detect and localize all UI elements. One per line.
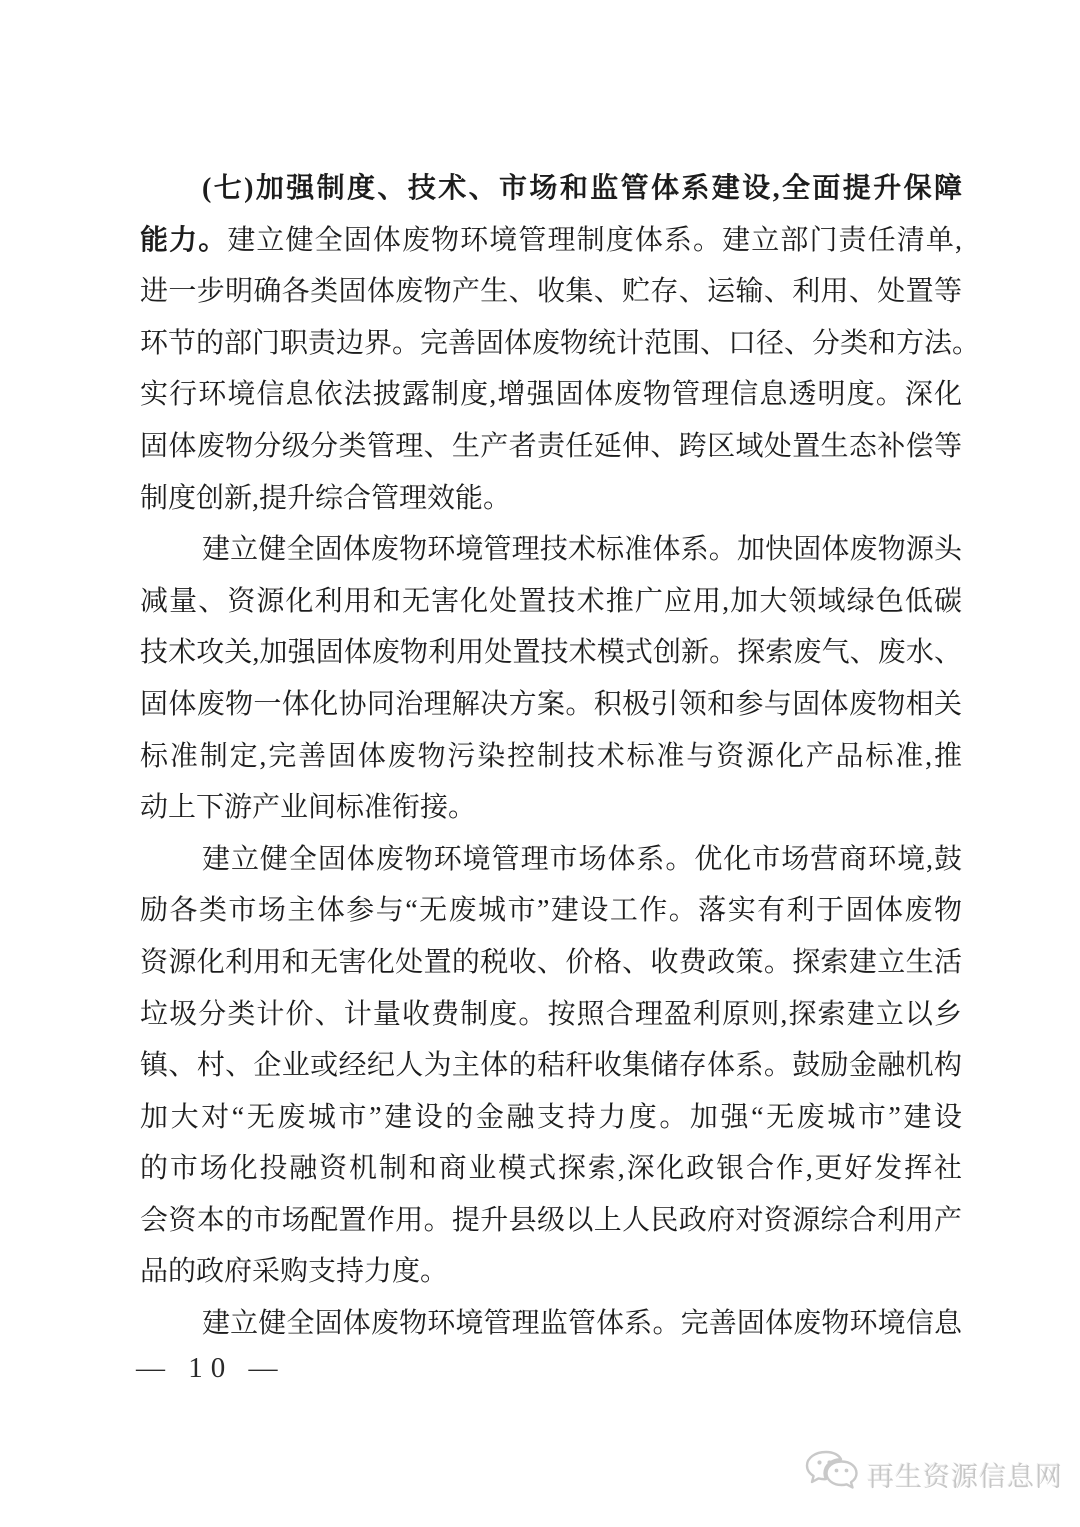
body-text: 实行环境信息依法披露制度,增强固体废物管理信息透明度。深化 [140,379,962,411]
body-text: 建立健全固体废物环境管理监管体系。完善固体废物环境信息 [202,1308,962,1340]
doc-line [140,163,962,215]
doc-line [140,1092,962,1144]
doc-line [140,989,962,1041]
doc-line [140,782,962,834]
doc-line [140,266,962,318]
body-text: 固体废物一体化协同治理解决方案。积极引领和参与固体废物相关 [140,688,962,720]
body-text: 建立健全固体废物环境管理市场体系。优化市场营商环境,鼓 [202,843,962,875]
body-text: 减量、资源化利用和无害化处置技术推广应用,加大领域绿色低碳 [140,585,962,617]
doc-line [140,1195,962,1247]
watermark [801,1447,1063,1501]
doc-line [140,421,962,473]
section-heading-text: 能力。 [140,224,228,256]
body-text: 建立健全固体废物环境管理制度体系。建立部门责任清单, [227,224,962,256]
body-text: 垃圾分类计价、计量收费制度。按照合理盈利原则,探索建立以乡 [140,998,962,1030]
doc-line [140,679,962,731]
doc-line [140,524,962,576]
body-text: 技术攻关,加强固体废物利用处置技术模式创新。探索废气、废水、 [140,637,962,669]
section-heading-text: (七)加强制度、技术、市场和监管体系建设,全面提升保障 [202,173,962,204]
doc-line [140,369,962,421]
page-number: — 10 — [136,1352,286,1384]
body-text: 镇、村、企业或经纪人为主体的秸秆收集储存体系。鼓励金融机构 [140,1050,962,1082]
body-text: 资源化利用和无害化处置的税收、价格、收费政策。探索建立生活 [140,946,962,978]
doc-line [140,1143,962,1195]
document-body [140,163,981,1350]
doc-line [140,937,962,989]
body-text: 进一步明确各类固体废物产生、收集、贮存、运输、利用、处置等 [140,276,962,308]
body-text: 加大对“无废城市”建设的金融支持力度。加强“无废城市”建设 [140,1101,962,1133]
doc-line [140,215,962,267]
doc-line [140,1040,962,1092]
body-text: 固体废物分级分类管理、生产者责任延伸、跨区域处置生态补偿等 [140,430,962,462]
paragraph [140,1298,962,1350]
watermark-label: 再生资源信息网 [867,1461,1063,1492]
body-text: 励各类市场主体参与“无废城市”建设工作。落实有利于固体废物 [140,895,962,927]
body-text: 动上下游产业间标准衔接。 [140,792,477,824]
doc-line [140,576,962,628]
body-text: 环节的部门职责边界。完善固体废物统计范围、口径、分类和方法。 [140,327,981,359]
body-text: 建立健全固体废物环境管理技术标准体系。加快固体废物源头 [202,534,962,566]
body-text: 标准制定,完善固体废物污染控制技术标准与资源化产品标准,推 [140,740,962,772]
doc-line [140,1298,962,1350]
doc-line [140,318,981,370]
doc-line [140,1246,962,1298]
body-text: 品的政府采购支持力度。 [140,1256,449,1288]
doc-line [140,731,962,783]
paragraph [140,524,962,834]
doc-line [140,885,962,937]
paragraph [140,834,962,1298]
wechat-icon [801,1447,859,1501]
doc-line [140,473,962,525]
paragraph [140,163,981,524]
doc-line [140,627,962,679]
body-text: 会资本的市场配置作用。提升县级以上人民政府对资源综合利用产 [140,1204,962,1236]
body-text: 制度创新,提升综合管理效能。 [140,482,512,514]
doc-line [140,834,962,886]
body-text: 的市场化投融资机制和商业模式探索,深化政银合作,更好发挥社 [140,1153,962,1185]
